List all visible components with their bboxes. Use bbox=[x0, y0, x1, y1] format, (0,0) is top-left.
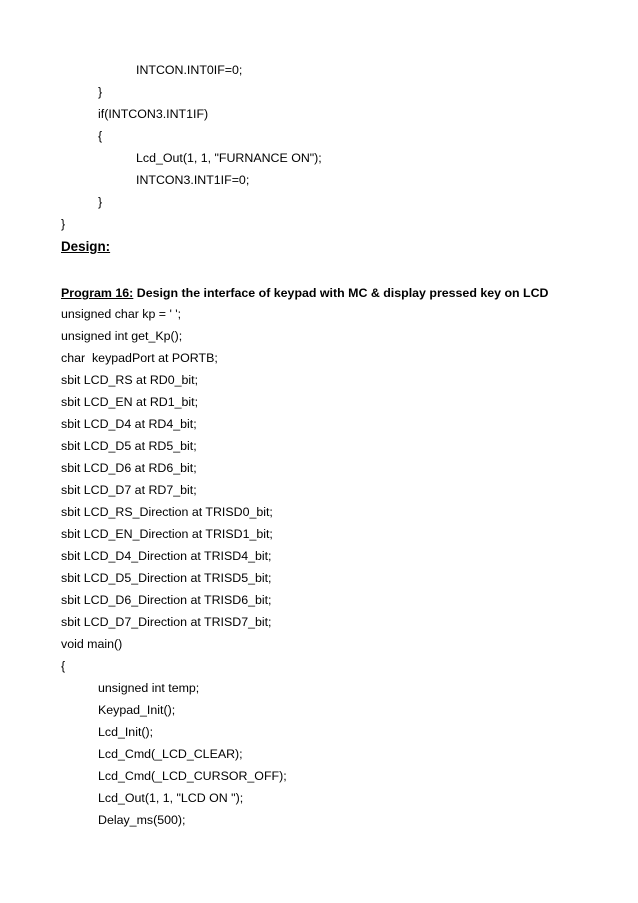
code-line: sbit LCD_D6_Direction at TRISD6_bit; bbox=[61, 593, 272, 607]
code-line: Keypad_Init(); bbox=[98, 703, 176, 717]
code-line: unsigned int get_Kp(); bbox=[61, 329, 183, 343]
code-line: Lcd_Cmd(_LCD_CURSOR_OFF); bbox=[98, 769, 287, 783]
design-heading: Design: bbox=[61, 239, 111, 254]
code-line: INTCON.INT0IF=0; bbox=[136, 63, 243, 77]
code-line: { bbox=[61, 659, 66, 673]
code-line: char keypadPort at PORTB; bbox=[61, 351, 218, 365]
code-line: sbit LCD_RS_Direction at TRISD0_bit; bbox=[61, 505, 273, 519]
code-line: if(INTCON3.INT1IF) bbox=[98, 107, 209, 121]
code-line: Delay_ms(500); bbox=[98, 813, 186, 827]
code-line: Lcd_Init(); bbox=[98, 725, 154, 739]
code-line: Lcd_Cmd(_LCD_CLEAR); bbox=[98, 747, 243, 761]
code-line: sbit LCD_D5_Direction at TRISD5_bit; bbox=[61, 571, 272, 585]
code-line: } bbox=[61, 217, 66, 231]
code-line: unsigned int temp; bbox=[98, 681, 200, 695]
code-line: sbit LCD_D7_Direction at TRISD7_bit; bbox=[61, 615, 272, 629]
code-line: } bbox=[98, 85, 103, 99]
code-line: sbit LCD_EN at RD1_bit; bbox=[61, 395, 199, 409]
program-heading bbox=[61, 285, 549, 301]
code-line: INTCON3.INT1IF=0; bbox=[136, 173, 250, 187]
program-label: Program 16: bbox=[61, 286, 134, 300]
code-line: void main() bbox=[61, 637, 123, 651]
code-line: sbit LCD_D6 at RD6_bit; bbox=[61, 461, 197, 475]
code-line: sbit LCD_EN_Direction at TRISD1_bit; bbox=[61, 527, 273, 541]
code-line: unsigned char kp = ' '; bbox=[61, 307, 182, 321]
code-line: sbit LCD_D4_Direction at TRISD4_bit; bbox=[61, 549, 272, 563]
code-line: { bbox=[98, 129, 103, 143]
code-line: } bbox=[98, 195, 103, 209]
code-line: Lcd_Out(1, 1, "FURNANCE ON"); bbox=[136, 151, 322, 165]
code-line: sbit LCD_D7 at RD7_bit; bbox=[61, 483, 197, 497]
code-line: sbit LCD_D5 at RD5_bit; bbox=[61, 439, 197, 453]
code-line: sbit LCD_D4 at RD4_bit; bbox=[61, 417, 197, 431]
program-title: Design the interface of keypad with MC & display pressed key on LCD bbox=[133, 286, 549, 300]
code-line: Lcd_Out(1, 1, "LCD ON "); bbox=[98, 791, 244, 805]
code-line: sbit LCD_RS at RD0_bit; bbox=[61, 373, 199, 387]
